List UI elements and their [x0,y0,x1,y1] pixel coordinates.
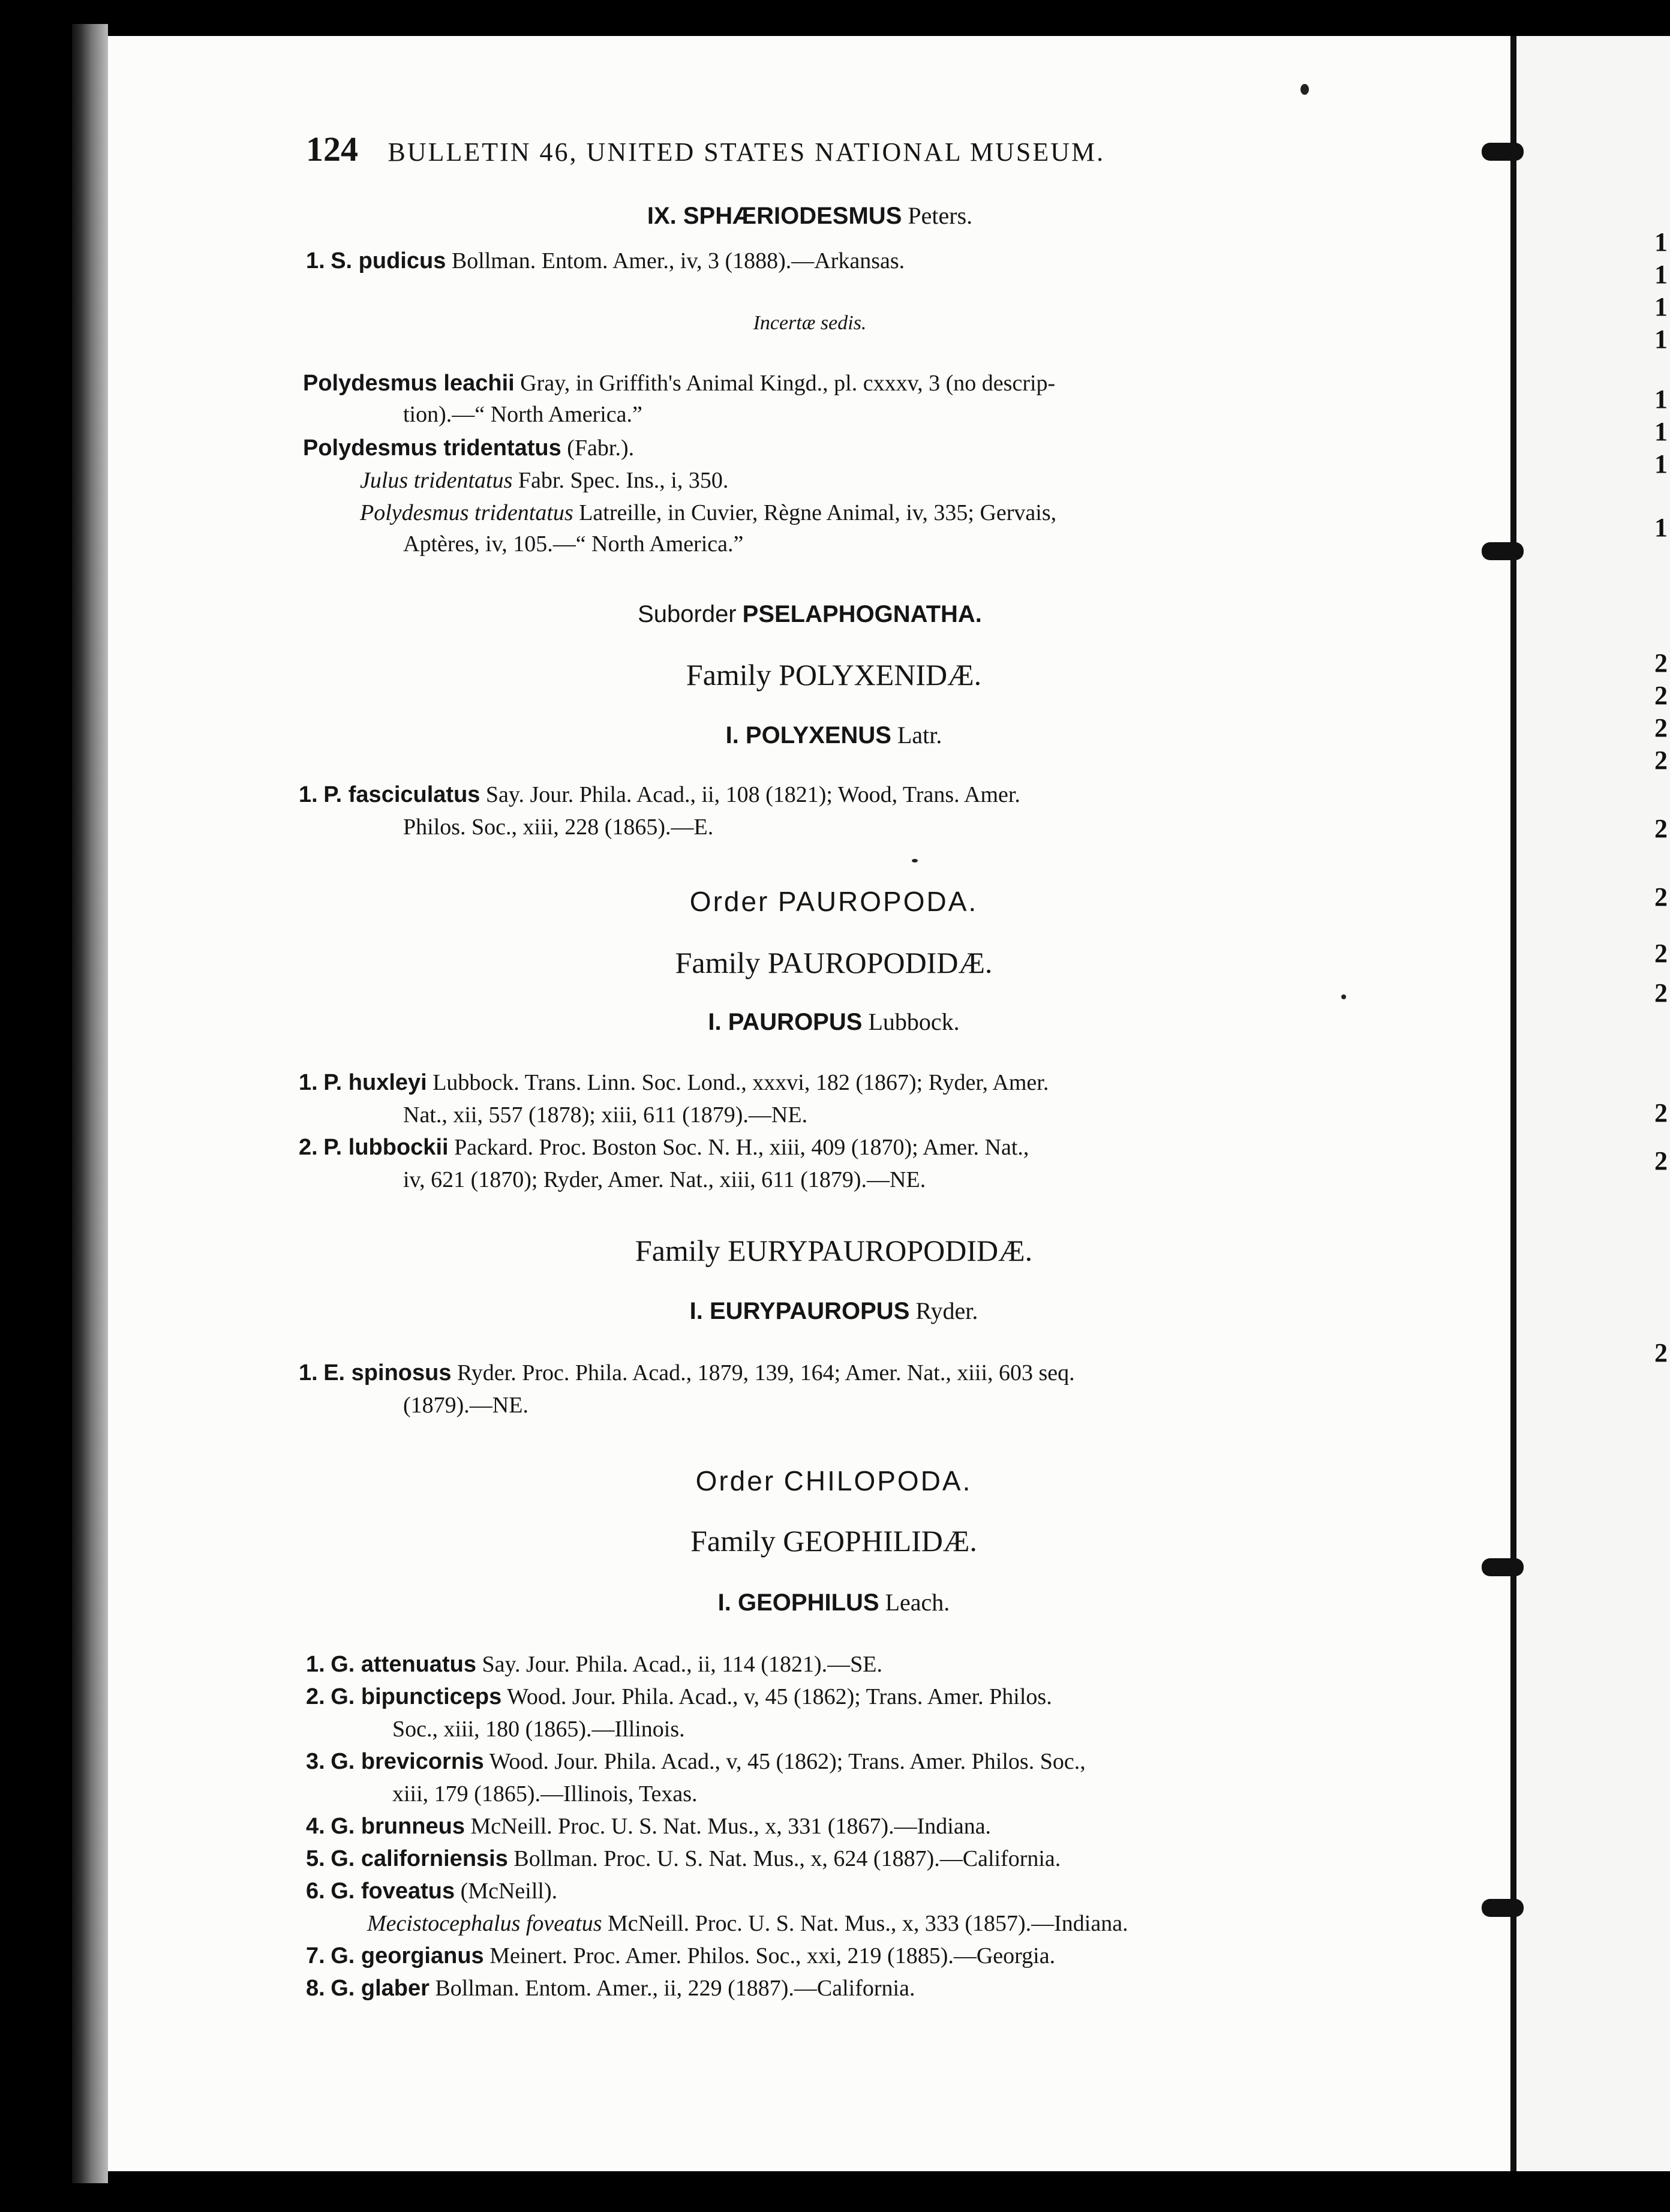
edge-glyph: 2 [1654,648,1668,678]
species-entry [306,1944,1055,1967]
page-number: 124 [306,130,358,169]
species-name: P. huxleyi [323,1070,427,1095]
species-name: G. californiensis [331,1846,508,1871]
incertae-sedis-heading [108,313,1512,333]
species-entry [306,1815,991,1838]
entry-number: 5. [306,1846,325,1871]
species-entry [299,1071,1049,1094]
genus-author: Lubbock. [868,1008,960,1035]
citation-continuation: (1879).—NE. [403,1393,528,1418]
species-entry [303,372,1055,395]
binding-clip [1482,542,1524,560]
rank-label: Suborder [638,601,737,627]
species-name: G. foveatus [331,1879,455,1904]
rank-label: Order [695,1465,776,1496]
entry-number: 4. [306,1814,325,1839]
binding-clip [1482,143,1524,161]
species-name: G. attenuatus [331,1652,477,1677]
species-entry [306,1880,557,1903]
book-page [108,36,1512,2171]
species-name: S. pudicus [331,248,446,274]
entry-number: 1. [299,1360,318,1385]
incertae-sedis-text: Incertæ sedis. [753,312,867,334]
species-name: G. brevicornis [331,1749,484,1774]
entry-number: 2. [306,1684,325,1709]
synonym-entry [360,469,728,492]
edge-glyph: 1 [1654,260,1668,289]
citation: Bollman. Proc. U. S. Nat. Mus., x, 624 (1887).—California. [513,1846,1061,1871]
species-author: (McNeill). [460,1879,558,1904]
citation: Fabr. Spec. Ins., i, 350. [518,468,729,493]
edge-glyph: 2 [1654,939,1668,968]
species-entry [303,437,634,459]
species-entry [306,1750,1086,1773]
binding-clip [1482,1899,1524,1917]
species-name: Polydesmus tridentatus [303,435,561,461]
citation-continuation: Aptères, iv, 105.—“ North America.” [403,531,744,557]
species-entry [306,250,905,272]
citation: Bollman. Entom. Amer., iv, 3 (1888).—Arkansas. [451,248,905,274]
genus-author: Ryder. [915,1297,978,1324]
order-heading-pauropoda [132,888,1512,916]
entry-number: 1. [299,1070,318,1095]
species-name: E. spinosus [323,1360,452,1385]
species-entry [306,1685,1052,1708]
citation: McNeill. Proc. U. S. Nat. Mus., x, 331 (1867).—Indiana. [470,1814,992,1839]
edge-glyph: 2 [1654,713,1668,743]
edge-glyph: 2 [1654,1338,1668,1368]
citation: Wood. Jour. Phila. Acad., v, 45 (1862); Trans. Amer. Philos. Soc., [489,1749,1086,1774]
binding-clip [1482,1558,1524,1576]
ink-speck [1300,84,1309,95]
citation-continuation: Philos. Soc., xiii, 228 (1865).—E. [403,815,714,840]
citation: Latreille, in Cuvier, Règne Animal, iv, 335; Gervais, [579,500,1057,525]
edge-glyph: 2 [1654,1098,1668,1128]
order-name: CHILOPODA. [783,1465,972,1496]
entry-number: 1. [306,1652,325,1677]
synonym-entry [367,1912,1128,1935]
edge-glyph: 2 [1654,882,1668,912]
citation-continuation: Nat., xii, 557 (1878); xiii, 611 (1879).—NE. [403,1102,808,1128]
entry-number: 1. [306,248,325,274]
genus-heading-pauropus [132,1010,1512,1034]
citation: Meinert. Proc. Amer. Philos. Soc., xxi, 219 (1885).—Georgia. [489,1943,1056,1968]
citation: Gray, in Griffith's Animal Kingd., pl. cxxxv, 3 (no descrip- [520,371,1056,396]
page-gutter-shadow [72,24,108,2183]
edge-glyph: 2 [1654,814,1668,843]
adjacent-page-edge [1516,36,1670,2171]
edge-glyph: 1 [1654,417,1668,446]
species-entry [306,1977,915,2000]
edge-glyph: 2 [1654,1146,1668,1176]
edge-glyph: 2 [1654,746,1668,775]
genus-name: I. POLYXENUS [725,722,891,749]
genus-name: I. PAUROPUS [708,1009,863,1035]
suborder-heading [108,602,1512,626]
ink-speck [1341,994,1346,999]
entry-number: 3. [306,1749,325,1774]
citation: Packard. Proc. Boston Soc. N. H., xiii, 409 (1870); Amer. Nat., [454,1135,1029,1160]
species-author: (Fabr.). [567,435,635,461]
edge-glyph: 1 [1654,384,1668,414]
citation: Bollman. Entom. Amer., ii, 229 (1887).—California. [435,1976,915,2001]
entry-number: 1. [299,782,318,807]
genus-name: I. EURYPAUROPUS [689,1298,910,1324]
edge-glyph: 1 [1654,227,1668,257]
genus-name: IX. SPHÆRIODESMUS [647,203,902,229]
species-entry [299,1362,1075,1384]
entry-number: 8. [306,1976,325,2001]
synonym-entry [360,501,1056,524]
citation: Lubbock. Trans. Linn. Soc. Lond., xxxvi, 182 (1867); Ryder, Amer. [432,1070,1049,1095]
genus-heading-eurypauropus [132,1299,1512,1323]
running-header [306,132,1105,167]
entry-number: 2. [299,1135,318,1160]
genus-author: Latr. [897,722,942,749]
species-name: G. georgianus [331,1943,484,1968]
synonym-name: Julus tridentatus [360,468,513,493]
species-name: P. lubbockii [323,1135,449,1160]
genus-name: I. GEOPHILUS [717,1589,879,1616]
synonym-name: Polydesmus tridentatus [360,500,573,525]
citation: Say. Jour. Phila. Acad., ii, 114 (1821).—SE. [482,1652,882,1677]
binding-line [1510,36,1515,2171]
entry-number: 6. [306,1879,325,1904]
genus-heading-geophilus [132,1591,1512,1615]
running-head: BULLETIN 46, UNITED STATES NATIONAL MUSEUM. [388,137,1106,167]
order-name: PAUROPODA. [777,886,978,917]
genus-author: Peters. [908,202,973,229]
species-entry [306,1653,882,1676]
edge-glyph: 1 [1654,292,1668,321]
species-name: G. glaber [331,1976,429,2001]
family-heading-eurypauropodidae: Family EURYPAUROPODIDÆ. [635,1234,1033,1267]
species-entry [299,783,1020,806]
family-heading-polyxenidae: Family POLYXENIDÆ. [686,658,982,692]
genus-heading-polyxenus [132,723,1512,747]
citation: Wood. Jour. Phila. Acad., v, 45 (1862); Trans. Amer. Philos. [507,1684,1052,1709]
edge-glyph: 1 [1654,324,1668,354]
suborder-name: PSELAPHOGNATHA. [742,601,982,627]
citation: Say. Jour. Phila. Acad., ii, 108 (1821); Wood, Trans. Amer. [485,782,1020,807]
species-name: G. brunneus [331,1814,465,1839]
ink-speck [912,859,918,862]
citation: Ryder. Proc. Phila. Acad., 1879, 139, 164; Amer. Nat., xiii, 603 seq. [456,1360,1075,1385]
species-entry [299,1136,1029,1159]
edge-glyph: 1 [1654,513,1668,542]
order-heading-chilopoda [132,1467,1512,1495]
citation-continuation: xiii, 179 (1865).—Illinois, Texas. [392,1781,698,1807]
citation-continuation: Soc., xiii, 180 (1865).—Illinois. [392,1717,685,1742]
citation: McNeill. Proc. U. S. Nat. Mus., x, 333 (1857).—Indiana. [608,1911,1128,1936]
species-name: Polydesmus leachii [303,371,515,396]
genus-heading-sphaeriodesmus [108,204,1512,228]
edge-glyph: 2 [1654,681,1668,710]
family-heading-geophilidae: Family GEOPHILIDÆ. [690,1524,977,1558]
edge-glyph: 2 [1654,978,1668,1008]
edge-glyph: 1 [1654,449,1668,479]
family-heading-pauropodidae: Family PAUROPODIDÆ. [675,946,993,979]
citation-continuation: tion).—“ North America.” [403,402,642,427]
genus-author: Leach. [885,1589,950,1616]
entry-number: 7. [306,1943,325,1968]
synonym-name: Mecistocephalus foveatus [367,1911,602,1936]
rank-label: Order [689,886,770,917]
species-name: G. bipuncticeps [331,1684,502,1709]
species-name: P. fasciculatus [323,782,480,807]
citation-continuation: iv, 621 (1870); Ryder, Amer. Nat., xiii, 611 (1879).—NE. [403,1167,926,1192]
species-entry [306,1847,1061,1870]
